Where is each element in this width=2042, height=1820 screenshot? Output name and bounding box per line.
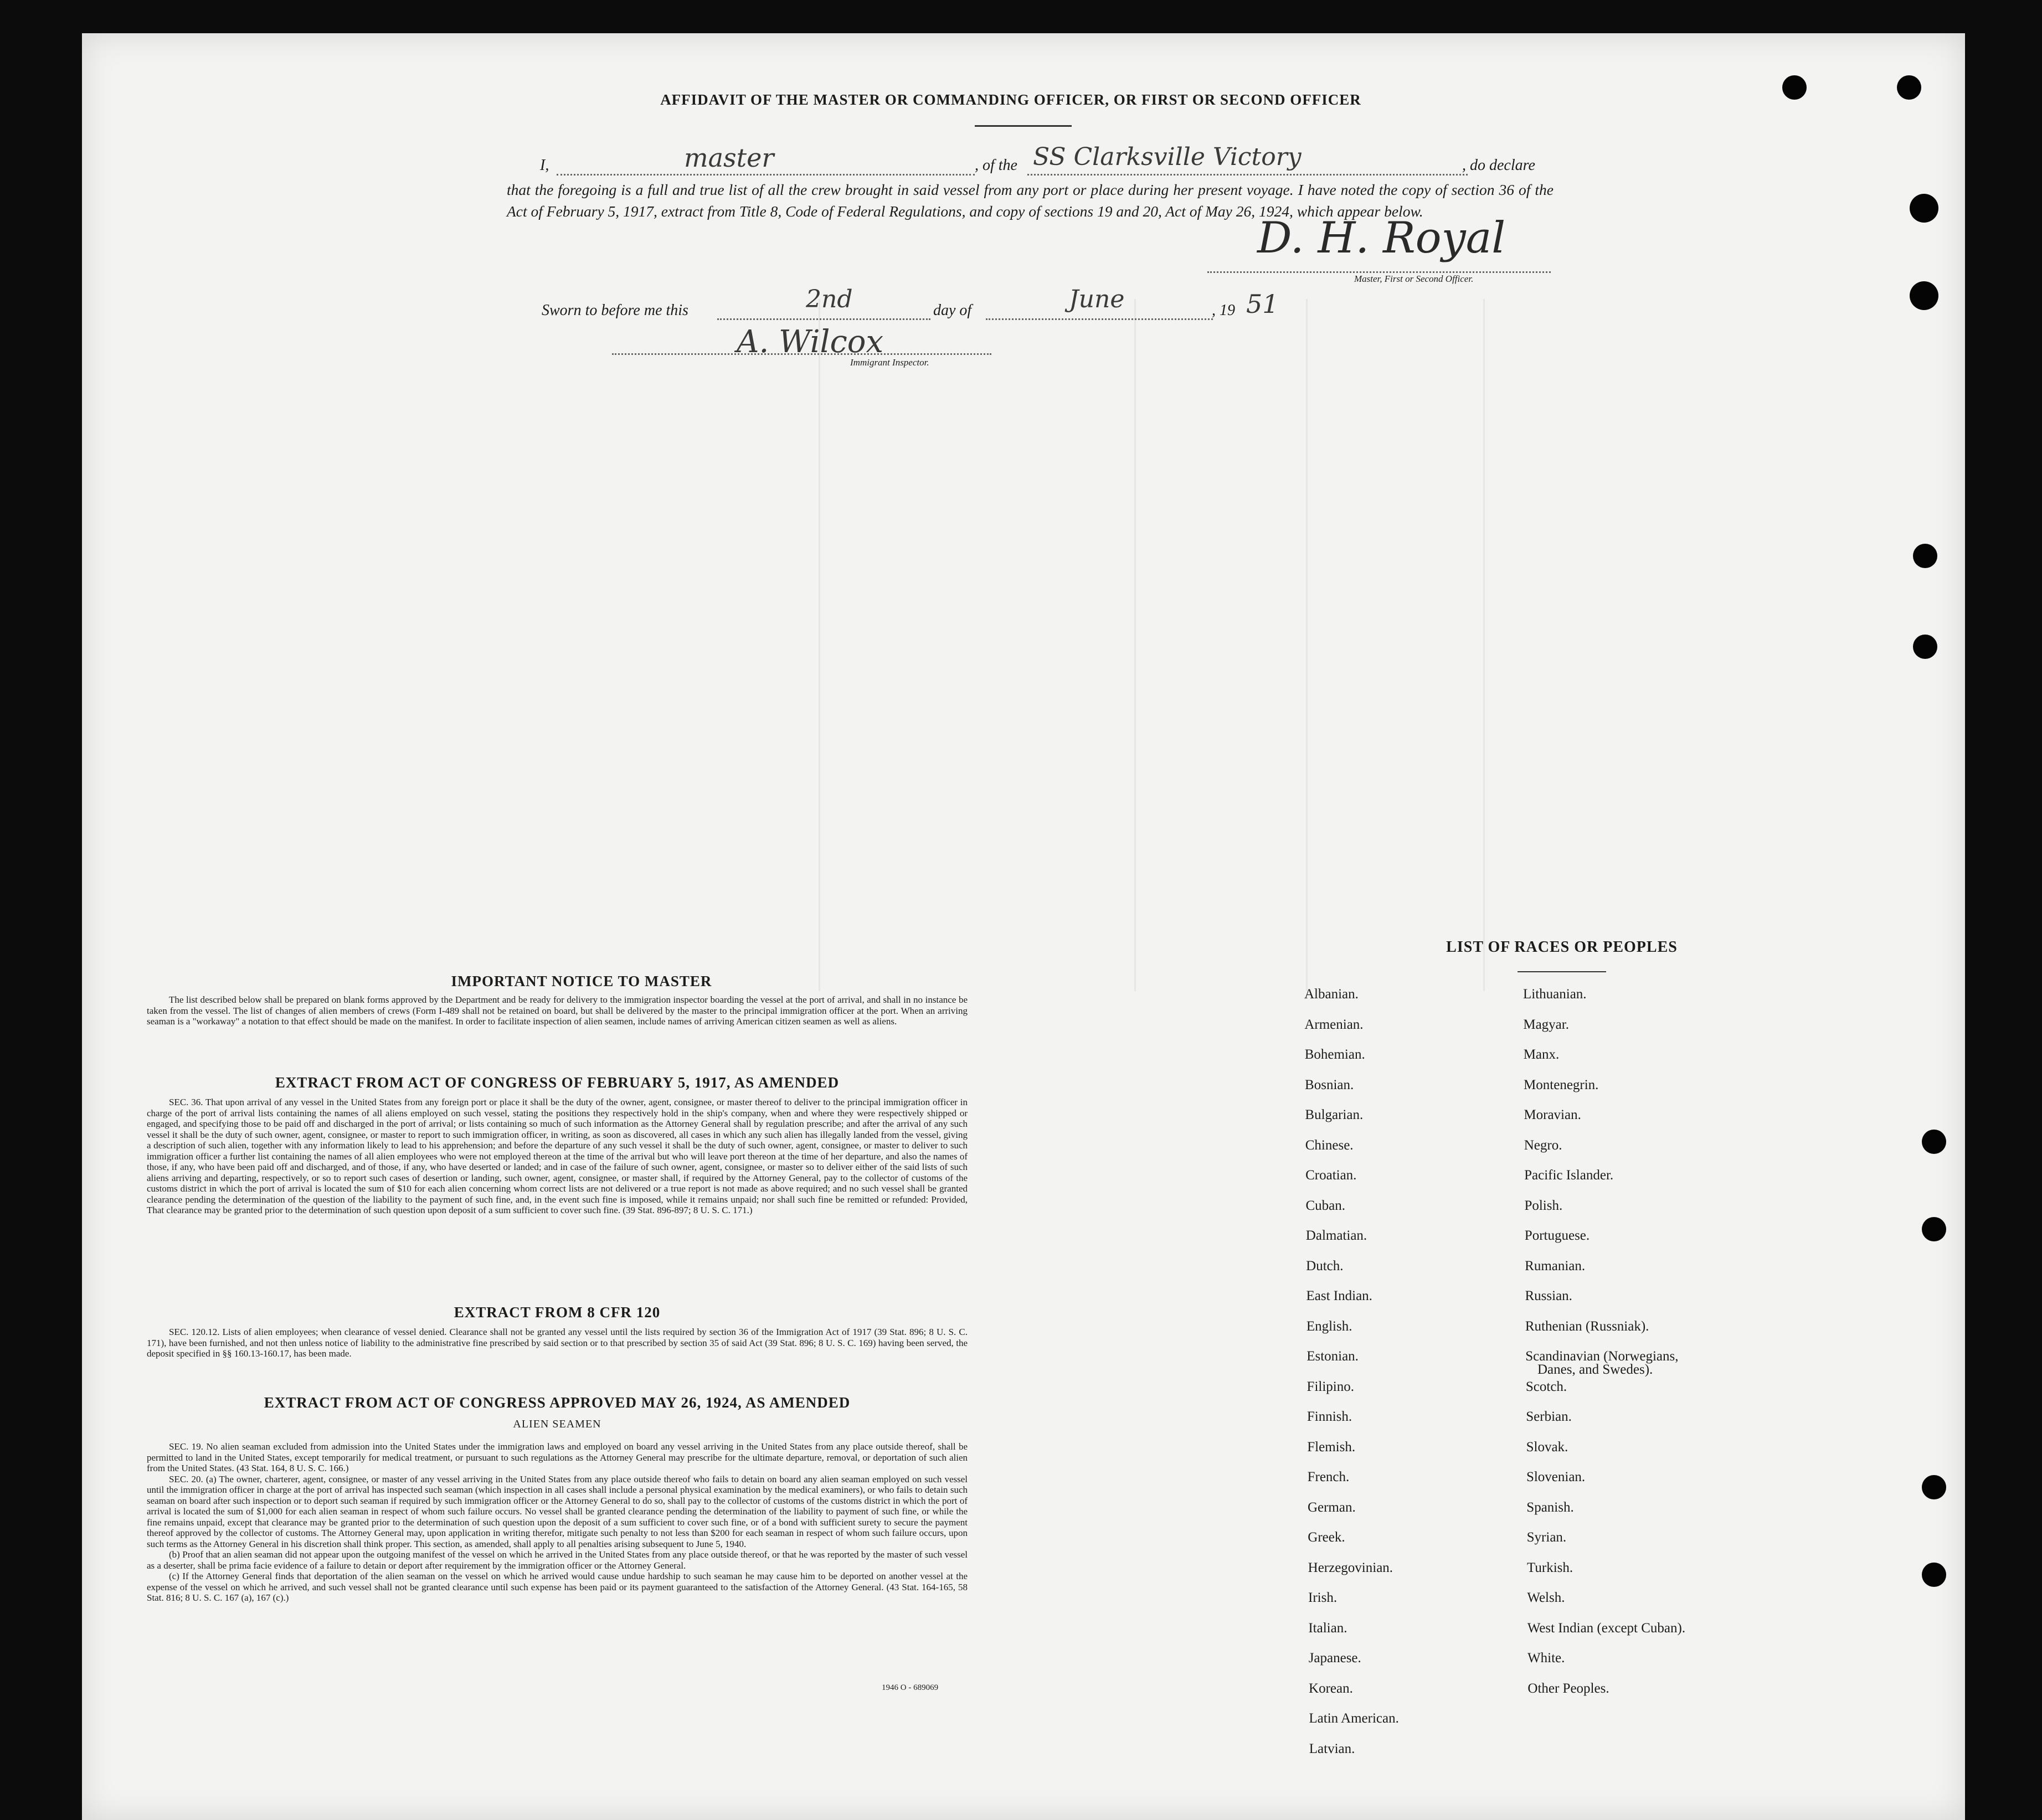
extract-cfr-title: EXTRACT FROM 8 CFR 120: [454, 1304, 661, 1321]
sworn-year: 51: [1246, 289, 1279, 319]
signature-line: [1207, 271, 1551, 273]
race-item: Scandinavian (Norwegians,: [1525, 1349, 1679, 1364]
race-item: Korean.: [1309, 1680, 1353, 1696]
punch-hole: [1910, 281, 1938, 310]
extract-1924-text: [147, 1441, 968, 1604]
extract-1924-title: EXTRACT FROM ACT OF CONGRESS APPROVED MAY 26, 1924, AS AMENDED: [264, 1394, 851, 1411]
race-item: English.: [1306, 1318, 1352, 1334]
sec12012-paragraph: SEC. 120.12. Lists of alien employees; when clearance of vessel denied. Clearance shall not be granted any vessel until the lists required by section 36 of the Immigration Act of 1917 (39 Stat. 896; 8 U. S. C. 171), have been furnished, and not then unless notice of liability to the administrative fine prescribed by said section or to that prescribed by section 35 of said Act (39 Stat. 896; 8 U. S. C. 169) having been served, the deposit specified in §§ 160.13-160.17, has been made.: [147, 1327, 968, 1359]
race-item: Moravian.: [1524, 1107, 1581, 1122]
punch-hole: [1913, 635, 1937, 659]
master-signature: D. H. Royal: [1257, 213, 1506, 263]
race-item: West Indian (except Cuban).: [1527, 1620, 1686, 1636]
punch-hole: [1922, 1130, 1946, 1154]
signature-caption: Master, First or Second Officer.: [1354, 274, 1474, 284]
punch-hole: [1922, 1217, 1946, 1241]
faint-column-line: [1483, 299, 1485, 991]
punch-hole: [1782, 75, 1807, 100]
sec20b-paragraph: (b) Proof that an alien seaman did not appear upon the outgoing manifest of the vessel on which he arrived in the United States from any place outside thereof, or that he was reported by the master of such vessel as a deserter, shall be prima facie evidence of a failure to detain or deport after requirement by the immigration officer or the Attorney General.: [147, 1549, 968, 1571]
races-title-rule: [1518, 971, 1606, 972]
extract-1917-title: EXTRACT FROM ACT OF CONGRESS OF FEBRUARY 5, 1917, AS AMENDED: [275, 1074, 840, 1091]
race-item: Montenegrin.: [1524, 1077, 1599, 1092]
sworn-month: June: [1069, 285, 1125, 313]
master-name: master: [684, 143, 774, 173]
race-item: Italian.: [1308, 1620, 1347, 1636]
faint-column-line: [1306, 299, 1308, 991]
faint-column-line: [1134, 299, 1136, 991]
master-name-line: [557, 174, 975, 176]
race-item: Filipino.: [1307, 1379, 1354, 1394]
sec20c-paragraph: (c) If the Attorney General finds that deportation of the alien seaman on the vessel on which he arrived would cause undue hardship to such seaman he may cause him to be deported on another vessel at the expense of the vessel on which he arrived, and such vessel shall not be granted clearance until such expense has been paid or its payment guaranteed to the satisfaction of the Attorney General. (43 Stat. 164-165, 58 Stat. 816; 8 U. S. C. 167 (a), 167 (c).): [147, 1571, 968, 1603]
race-item: Serbian.: [1526, 1409, 1572, 1424]
race-item: Spanish.: [1526, 1499, 1574, 1515]
race-item: Herzegovinian.: [1308, 1560, 1393, 1575]
sworn-month-line: [986, 318, 1213, 320]
race-item: Slovenian.: [1526, 1470, 1586, 1484]
year-prefix: , 19: [1212, 302, 1235, 319]
race-item: Estonian.: [1307, 1349, 1359, 1364]
race-item: Other Peoples.: [1527, 1680, 1609, 1696]
race-item: Welsh.: [1527, 1590, 1565, 1605]
print-code: 1946 O - 689069: [882, 1683, 939, 1692]
race-item: Irish.: [1308, 1590, 1338, 1605]
title-rule: [975, 125, 1072, 127]
race-item: Latin American.: [1309, 1711, 1399, 1726]
race-item: Scotch.: [1525, 1379, 1567, 1394]
notice-paragraph: The list described below shall be prepared on blank forms approved by the Department and be ready for delivery to the immigration inspector boarding the vessel at the port of arrival, and shall in no instance be taken from the vessel. The list of changes of alien members of crews (Form I-489 shall not be retained on board, but shall be delivered by the master to the principal immigration officer at the port. When an arriving seaman is a "workaway" a notation to that effect should be made on the manifest. In order to facilitate inspection of alien seamen, include names of arriving American citizen seamen as well as aliens.: [147, 994, 968, 1027]
punch-hole: [1910, 194, 1938, 223]
day-of: day of: [933, 302, 972, 319]
affidavit-body: that the foregoing is a full and true list of all the crew brought in said vessel from any port or place during her present voyage. I have noted the copy of section 36 of the Act of February 5, 1917, extract from Title 8, Code of Federal Regulations, and copy of sections 19 and 20, Act of May 26, 1924, which appear below.: [507, 181, 1554, 220]
race-item: Japanese.: [1308, 1651, 1361, 1666]
race-item: French.: [1307, 1470, 1350, 1484]
race-item: Pacific Islander.: [1524, 1168, 1614, 1183]
race-item: Russian.: [1525, 1288, 1572, 1303]
race-item: Turkish.: [1527, 1560, 1573, 1575]
race-item: Rumanian.: [1525, 1258, 1586, 1274]
race-item: Lithuanian.: [1523, 987, 1587, 1002]
race-item: German.: [1307, 1499, 1356, 1515]
notice-title: IMPORTANT NOTICE TO MASTER: [451, 973, 712, 989]
race-item: Armenian.: [1304, 1017, 1364, 1032]
race-item: Ruthenian (Russniak).: [1525, 1318, 1649, 1334]
extract-cfr-text: [147, 1327, 968, 1359]
sec19-paragraph: SEC. 19. No alien seaman excluded from admission into the United States under the immigration laws and employed on board any vessel arriving in the United States from any place outside thereof, shall be permitted to land in the United States, except temporarily for medical treatment, or pursuant to such regulations as the Attorney General may prescribe for the ultimate departure, removal, or deportation of such alien from the United States. (43 Stat. 164, 8 U. S. C. 166.): [147, 1441, 968, 1473]
race-item: Syrian.: [1526, 1530, 1567, 1545]
inspector-caption: Immigrant Inspector.: [850, 357, 929, 368]
race-item: Slovak.: [1526, 1439, 1568, 1455]
race-item: Polish.: [1524, 1198, 1563, 1213]
inspector-line: [612, 353, 991, 355]
faint-column-line: [819, 299, 820, 991]
punch-hole: [1922, 1475, 1946, 1499]
race-item: Croatian.: [1305, 1168, 1357, 1183]
race-item: Finnish.: [1307, 1409, 1352, 1424]
race-item: Latvian.: [1309, 1741, 1355, 1756]
extract-1917-text: [147, 1097, 968, 1216]
race-item: East Indian.: [1306, 1288, 1372, 1303]
race-item: Cuban.: [1305, 1198, 1345, 1213]
races-title: LIST OF RACES OR PEOPLES: [1446, 939, 1678, 956]
race-item: Greek.: [1308, 1530, 1345, 1545]
race-item: Dalmatian.: [1305, 1228, 1367, 1243]
race-item: Chinese.: [1305, 1137, 1354, 1153]
affidavit-of-the: , of the: [975, 157, 1017, 174]
sworn-prefix: Sworn to before me this: [542, 302, 688, 319]
affidavit-line1-suffix: , do declare: [1462, 157, 1535, 174]
race-item: White.: [1527, 1651, 1565, 1666]
race-item: Flemish.: [1307, 1439, 1356, 1455]
inspector-signature: A. Wilcox: [737, 324, 884, 360]
vessel-name: SS Clarksville Victory: [1033, 143, 1302, 171]
sec36-paragraph: SEC. 36. That upon arrival of any vessel in the United States from any foreign port or place it shall be the duty of the owner, agent, consignee, or master thereof to deliver to the principal immigration officer in charge of the port of arrival lists containing the names of all aliens employed on such vessel, stating the positions they respectively hold in the ship's company, when and where they were respectively shipped or engaged, and specifying those to be paid off and discharged in the port of arrival; or lists containing so much of such information as the Attorney General shall by regulation prescribe; and after the arrival of any such vessel it shall be the duty of such owner, agent, consignee, or master to report to such immigration officer, in writing, as soon as discovered, all cases in which any such alien has illegally landed from the vessel, giving a description of such alien, together with any information likely to lead to his apprehension; and before the departure of any such vessel it shall be the duty of such owner, agent, consignee, or master to deliver to such immigration officer a further list containing the names of all alien employees who were not employed thereon at the time of the arrival but who will leave port thereon at the time of her departure, and also the names of those, if any, who have been paid off and discharged, and of those, if any, who have deserted or landed; and in case of the failure of such owner, agent, consignee, or master so to deliver either of the said lists of such aliens arriving and departing, respectively, or so to report such cases of desertion or landing, such owner, agent, consignee, or master shall, if required by the Attorney General, pay to the collector of customs of the customs district in which the port of arrival is located the sum of $10 for each alien concerning whom correct lists are not delivered or a true report is not made as above required; and no such vessel shall be granted clearance pending the determination of the question of the liability to the payment of such fine, and, in the event such fine is imposed, while it remains unpaid; nor shall such fine be remitted or refunded: Provided, That clearance may be granted prior to the determination of such question upon deposit of a sum sufficient to cover such fine. (39 Stat. 896-897; 8 U. S. C. 171.): [147, 1097, 968, 1215]
race-item: Manx.: [1523, 1047, 1560, 1062]
race-item: Dutch.: [1306, 1258, 1344, 1274]
sworn-day-line: [717, 318, 930, 320]
sec20a-paragraph: SEC. 20. (a) The owner, charterer, agent, consignee, or master of any vessel arriving in the United States from any place outside thereof who fails to detain on board any alien seaman employed on such vessel until the immigration officer in charge at the port of arrival has inspected such seaman (which inspection in all cases shall include a personal physical examination by the medical examiners), or who fails to detain such seaman on board after such inspection or to deport such seaman if required by such immigration officer or the Attorney General to do so, shall pay to the collector of customs of the customs district in which the port of arrival is located the sum of $1,000 for each alien seaman in respect of whom such failure occurs. No vessel shall be granted clearance pending the determination of the liability to payment of such fine, or while the fine remains unpaid, except that clearance may be granted prior to the determination of such question upon the deposit of a sum sufficient to cover such fine, or of a bond with sufficient surety to secure the payment thereof approved by the collector of customs. The Attorney General may, upon application in writing therefor, mitigate such penalty to not less than $200 for each seaman in respect of whom such failure occurs, upon such terms as the Attorney General in his discretion shall think proper. This section, as amended, shall apply to all penalties arising subsequent to June 5, 1940.: [147, 1473, 968, 1549]
affidavit-title: AFFIDAVIT OF THE MASTER OR COMMANDING OFFICER, OR FIRST OR SECOND OFFICER: [660, 91, 1361, 108]
race-item: Negro.: [1524, 1137, 1562, 1153]
race-item: Danes, and Swedes).: [1537, 1362, 1653, 1377]
affidavit-line1-prefix: I,: [540, 157, 549, 174]
vessel-name-line: [1027, 174, 1468, 176]
punch-hole: [1922, 1563, 1946, 1587]
notice-text: [147, 994, 968, 1027]
extract-1924-subtitle: ALIEN SEAMEN: [513, 1418, 601, 1430]
race-item: Portuguese.: [1524, 1228, 1590, 1243]
punch-hole: [1897, 75, 1921, 100]
race-item: Magyar.: [1523, 1017, 1569, 1032]
race-item: Albanian.: [1304, 987, 1359, 1002]
punch-hole: [1913, 544, 1937, 568]
race-item: Bosnian.: [1305, 1077, 1354, 1092]
race-item: Bulgarian.: [1305, 1107, 1364, 1122]
sworn-day: 2nd: [806, 285, 853, 313]
race-item: Bohemian.: [1304, 1047, 1365, 1062]
